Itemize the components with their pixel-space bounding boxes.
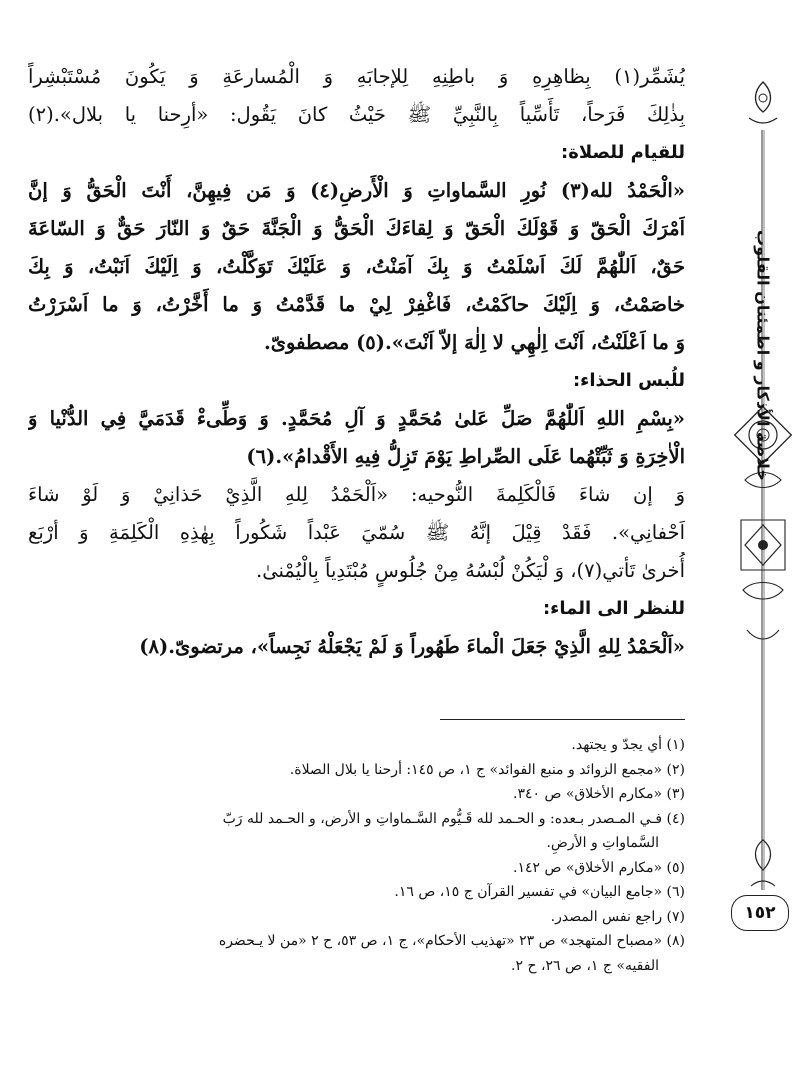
dua-line: خاصَمْتُ، وَ اِلَيْكَ حاكَمْتُ، فَاغْفِرْ لِيْ ما قَدَّمْتُ وَ ما أَخَّرْتُ، وَ ما اَسْرَرْتُ (28, 293, 685, 316)
text-line: أُخرىٰ تَأتي(٧)، وَ لْيَكُنْ لُبْسُهُ مِنْ جُلُوسٍ مُبْتَدِياً بِالْيُمْنىٰ. (256, 559, 685, 582)
dua-line: الْاٰخِرَةِ وَ ثَبِّتْهُما عَلَى الصِّراطِ يَوْمَ تَزِلُّ فِيهِ الأَقْدامُ».(٦) (246, 445, 685, 468)
section-heading-prayer: للقيام للصلاة: (561, 142, 685, 163)
text-line: اَحْفانِي». فَقَدْ قِيْلَ إنَّهُ ﷺ سُمّيَ عَبْداً شَكُوراً بِهٰذِهِ الْكَلِمَةِ وَ أرْبَع (28, 521, 685, 544)
footnote-continuation: الفقيه» ج ١، ص ٢٦، ح ٢. (511, 957, 659, 974)
main-text-block (28, 58, 685, 666)
dua-line: حَقٌ، اَللّٰهُمَّ لَكَ اَسْلَمْتُ وَ بِكَ آمَنْتُ، وَ عَلَيْكَ تَوَكَّلْتُ، وَ اِلَيْكَ اَنَبْتُ، وَ بِكَ (28, 255, 685, 278)
text-line: وَ إن شاءَ فَالْكَلِمةَ النُّوحيه: «اَلْحَمْدُ لِلهِ الَّذِيْ حَذانِيْ وَ لَوْ شاءَ (28, 483, 685, 506)
dua-line: اَمْرَكَ الْحَقّ وَ قَوْلَكَ الْحَقّ وَ لِقاءَكَ الْحَقُّ وَ الْجَنَّةَ حَقٌ وَ النّارَ حَقٌّ وَ السّاعَةَ (28, 217, 685, 240)
text-line: يُشَمِّر(١) بِظاهِرِهِ وَ باطِنِهِ لِلإجابَهِ وَ الْمُسارعَةِ وَ يَكُونَ مُسْتَبْشِراً (28, 65, 685, 88)
footnote-separator (440, 719, 685, 720)
running-header-vertical (743, 120, 783, 590)
bottom-flourish-icon (751, 840, 775, 886)
footnote: (٦) «جامع البيان» في تفسير القرآن ج ١٥، ص ١٦. (394, 884, 685, 900)
footnote: (٨) «مصباح المتهجد» ص ٢٣ «تهذيب الأحكام»، ج ١، ص ٥٣، ح ٢ «من لا يـحضره (218, 933, 685, 949)
footnote: (٤) فـي المـصدر بـعده: و الحـمد لله قَـيُّوم السَّـماواتِ و الأرض، و الحـمد لله رَبّ (222, 810, 685, 827)
page-number-badge (731, 895, 789, 931)
footnote: (٥) «مكارم الأخلاق» ص ١٤٢. (512, 859, 685, 876)
footnote: (٢) «مجمع الزوائد و منبع الفوائد» ج ١، ص ١٤٥: أرحنا يا بلال الصلاة. (289, 761, 685, 778)
footnote: (٣) «مكارم الأخلاق» ص ٣٤٠. (512, 786, 685, 802)
dua-line: «بِسْمِ اللهِ اَللّٰهُمَّ صَلِّ عَلیٰ مُحَمَّدٍ وَ آلِ مُحَمَّدٍ. وَ وَطِّیءْ قَدَمَيَّ فِي الدُّنْيا وَ (28, 407, 685, 430)
footnote: (١) أي يجدّ و يجتهد. (571, 737, 685, 753)
footnote: (٧) راجع نفس المصدر. (550, 908, 685, 925)
footnote-continuation: السَّماواتِ و الأرضِ. (546, 835, 659, 851)
dua-line: وَ ما اَعْلَنْتُ، اَنْتَ اِلٰهِي لا اِلٰهَ إلاّ اَنْتَ».(٥) مصطفوىّ. (263, 331, 685, 354)
footnotes (28, 733, 685, 978)
running-header-text: خلاصة الأذكار و اطمئنان القلوب (753, 229, 773, 481)
page-number: ١٥٢ (744, 903, 776, 923)
section-heading-shoes: للُبس الحذاء: (572, 370, 685, 391)
top-flourish-icon (749, 82, 777, 123)
section-heading-water: للنظر الى الماء: (542, 598, 685, 619)
dua-line: «الْحَمْدُ لله(٣) نُورِ السَّماواتِ وَ الْأَرضِ(٤) وَ مَن فِيهِنَّ، أَنْتَ الْحَقُّ وَ إنَّ (28, 179, 685, 202)
text-line: بِذٰلِكَ فَرَحاً، تَأَسِّياً بِالنَّبِيِّ ﷺ حَيْثُ كانَ يَقُول: «أرِحنا يا بلال».(٢) (28, 103, 685, 126)
dua-line: «اَلْحَمْدُ لِلهِ الَّذِيْ جَعَلَ الْماءَ طَهُوراً وَ لَمْ يَجْعَلْهُ نَجِساً»، مرتضوىّ.(٨) (139, 635, 685, 658)
